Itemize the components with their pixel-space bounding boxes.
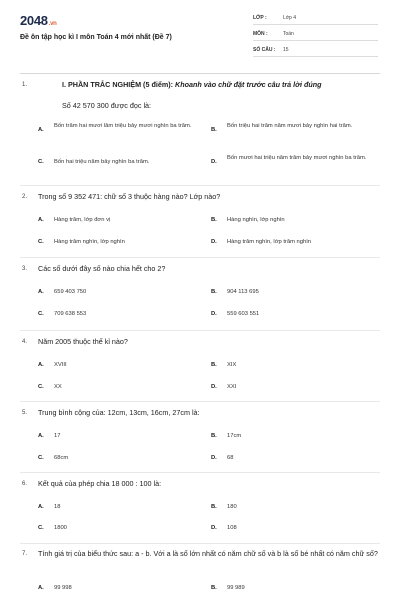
question-divider [20, 330, 380, 331]
document-header [0, 0, 400, 70]
option-text: 68cm [54, 455, 69, 461]
option-text: XVIII [54, 362, 67, 368]
option-letter: B. [211, 217, 217, 223]
option-text: Hàng trăm, lớp đơn vị [54, 217, 111, 223]
meta-key: MÔN : [253, 31, 268, 37]
option-letter: D. [211, 525, 217, 531]
option-letter: C. [38, 455, 44, 461]
question-text: Trong số 9 352 471: chữ số 3 thuộc hàng nào? Lớp nào? [38, 192, 221, 201]
meta-value: Lớp 4 [283, 15, 297, 21]
option-text: 18 [54, 504, 61, 510]
question-text [62, 80, 382, 90]
question-divider [20, 185, 380, 186]
option-text: 709 638 553 [54, 311, 87, 317]
header-divider [20, 73, 380, 74]
option-letter: C. [38, 159, 44, 165]
option-text: 1800 [54, 525, 67, 531]
question-divider [20, 401, 380, 402]
question-text: Các số dưới đây số nào chia hết cho 2? [38, 264, 166, 273]
question-text: Trung bình cộng của: 12cm, 13cm, 16cm, 27cm là: [38, 408, 200, 417]
option-text: 68 [227, 455, 234, 461]
question-number: 1. [22, 82, 28, 88]
question-text: Năm 2005 thuộc thế kỉ nào? [38, 337, 128, 346]
option-letter: C. [38, 384, 44, 390]
question-text: Tính giá trị của biểu thức sau: a - b. Với a là số lớn nhất có năm chữ số và b là số bé nhất có năm chữ số? [38, 549, 378, 558]
option-letter: A. [38, 289, 44, 295]
option-letter: A. [38, 217, 44, 223]
option-text: 904 113 695 [227, 289, 259, 295]
option-text: 99 989 [227, 585, 245, 591]
option-letter: B. [211, 433, 217, 439]
option-letter: B. [211, 289, 217, 295]
meta-key: SỐ CÂU : [253, 47, 276, 53]
question-number: 5. [22, 410, 28, 416]
option-letter: A. [38, 362, 44, 368]
option-text: XX [54, 384, 62, 390]
meta-value: 15 [283, 47, 289, 53]
option-letter: C. [38, 525, 44, 531]
option-text: 17cm [227, 433, 242, 439]
option-text: Bốn triệu hai trăm năm mươi bảy nghìn hai trăm. [227, 123, 353, 129]
meta-value: Toán [283, 31, 294, 37]
question-text: Kết quả của phép chia 18 000 : 100 là: [38, 479, 162, 488]
option-text: 659 403 750 [54, 289, 87, 295]
option-letter: D. [211, 239, 217, 245]
option-text: XXI [227, 384, 237, 390]
option-letter: D. [211, 384, 217, 390]
option-letter: D. [211, 311, 217, 317]
question-number: 4. [22, 339, 28, 345]
meta-row-count [253, 44, 378, 57]
logo-suffix: .vn [48, 21, 57, 27]
option-letter: A. [38, 433, 44, 439]
option-text: Hàng trăm nghìn, lớp trăm nghìn [227, 239, 312, 245]
option-letter: D. [211, 159, 217, 165]
option-letter: A. [38, 585, 44, 591]
option-text: 180 [227, 504, 237, 510]
logo-main: 2048 [20, 13, 48, 28]
option-letter: B. [211, 362, 217, 368]
option-text: Bốn hai triệu năm bảy nghìn ba trăm. [54, 159, 150, 165]
document-title: Đề ôn tập học kì I môn Toán 4 mới nhất (Đề 7) [20, 34, 172, 41]
option-text: Hàng nghìn, lớp nghìn [227, 217, 285, 223]
meta-key: LỚP : [253, 15, 267, 21]
question-number: 7. [22, 551, 28, 557]
site-logo[interactable] [20, 13, 57, 28]
option-text: 99 998 [54, 585, 72, 591]
question-prompt: Số 42 570 300 được đọc là: [62, 101, 152, 110]
question-number: 2. [22, 194, 28, 200]
question-divider [20, 472, 380, 473]
part-title: I. PHẦN TRẮC NGHIỆM (5 điểm): [62, 80, 176, 89]
meta-row-class [253, 12, 378, 25]
option-text: Bốn mươi hai triệu năm trăm bảy mươi nghìn ba trăm. [227, 155, 367, 161]
question-divider [20, 257, 380, 258]
option-letter: B. [211, 504, 217, 510]
option-text: 108 [227, 525, 237, 531]
option-letter: A. [38, 504, 44, 510]
option-letter: D. [211, 455, 217, 461]
meta-row-subject [253, 28, 378, 41]
option-text: 17 [54, 433, 61, 439]
option-letter: C. [38, 311, 44, 317]
option-letter: C. [38, 239, 44, 245]
option-letter: B. [211, 127, 217, 133]
option-letter: B. [211, 585, 217, 591]
question-number: 3. [22, 266, 28, 272]
option-text: Bốn trăm hai mươi lăm triệu bảy mươi nghìn ba trăm. [54, 123, 192, 129]
option-text: Hàng trăm nghìn, lớp nghìn [54, 239, 125, 245]
option-text: 559 603 551 [227, 311, 260, 317]
option-text: XIX [227, 362, 237, 368]
option-letter: A. [38, 127, 44, 133]
question-divider [20, 543, 380, 544]
question-number: 6. [22, 481, 28, 487]
part-instruction: Khoanh vào chữ đặt trước câu trả lời đúng [175, 80, 322, 89]
